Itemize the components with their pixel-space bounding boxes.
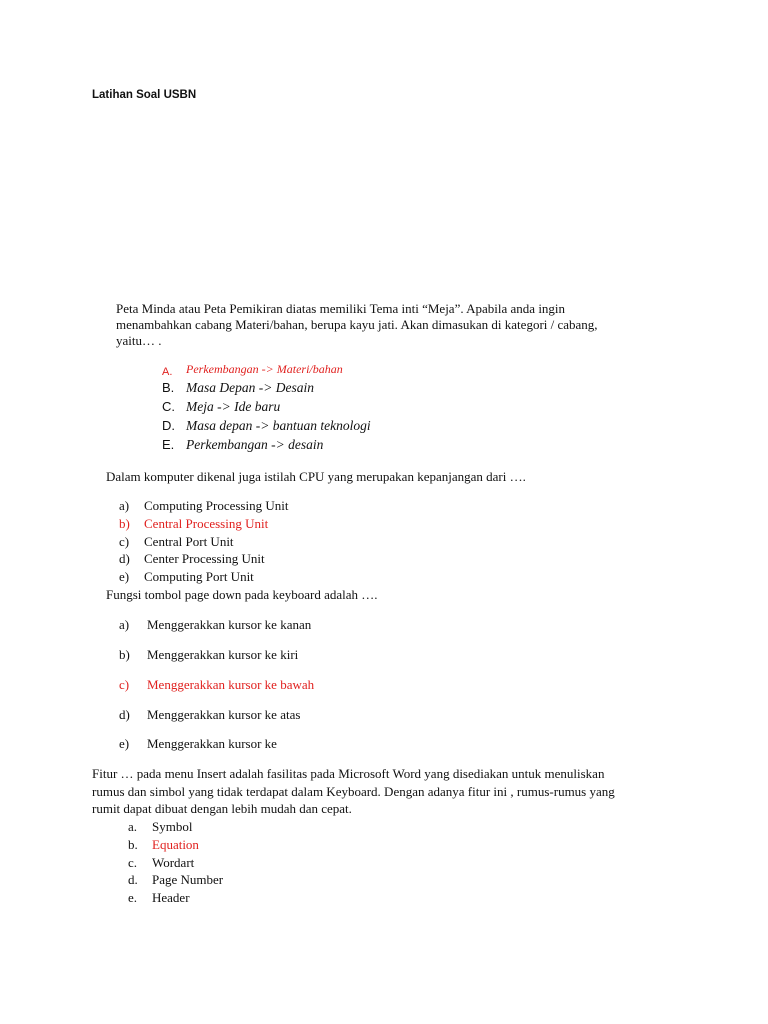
option-text: Computing Processing Unit [144,498,289,513]
option-text-correct: Central Processing Unit [144,516,269,531]
option-text: Page Number [152,872,224,887]
option-text-correct: Perkembangan -> Materi/bahan [186,362,343,376]
option-text: Menggerakkan kursor ke kanan [147,617,312,632]
question-4-line-2: rumus dan simbol yang tidak terdapat dalam Keyboard. Dengan adanya fitur ini , rumus-rumus yang [92,784,615,799]
option-text: Menggerakkan kursor ke [147,736,277,751]
option-text: Masa Depan -> Desain [186,380,314,395]
option-letter: e) [119,569,130,584]
option-letter: c) [119,534,130,549]
option-text: Central Port Unit [144,534,234,549]
option-letter: b) [119,647,130,662]
option-letter: e) [119,736,130,751]
option-text: Menggerakkan kursor ke kiri [147,647,299,662]
option-letter: a. [128,819,138,834]
question-1-line-1: Peta Minda atau Peta Pemikiran diatas memiliki Tema inti “Meja”. Apabila anda ingin [116,301,566,316]
option-letter: C. [162,399,175,414]
question-4-line-1: Fitur … pada menu Insert adalah fasilitas pada Microsoft Word yang disediakan untuk menuliskan [92,766,605,781]
page-title: Latihan Soal USBN [92,89,197,101]
option-letter: d) [119,551,130,566]
option-text: Center Processing Unit [144,551,265,566]
option-letter: D. [162,418,175,433]
option-letter: c) [119,677,130,692]
question-1-line-3: yaitu… . [116,333,162,348]
option-text: Computing Port Unit [144,569,254,584]
option-letter: a) [119,498,130,513]
question-2-text: Dalam komputer dikenal juga istilah CPU yang merupakan kepanjangan dari …. [106,469,526,484]
option-text: Symbol [152,819,193,834]
option-letter: e. [128,890,138,905]
option-text-correct: Menggerakkan kursor ke bawah [147,677,315,692]
option-letter: A. [162,366,173,378]
option-letter: b) [119,516,130,531]
option-letter: E. [162,437,175,452]
question-1-line-2: menambahkan cabang Materi/bahan, berupa kayu jati. Akan dimasukan di kategori / cabang, [116,317,598,332]
option-text: Menggerakkan kursor ke atas [147,707,301,722]
option-text: Header [152,890,190,905]
option-letter: c. [128,855,138,870]
option-text: Masa depan -> bantuan teknologi [186,418,371,433]
option-text: Perkembangan -> desain [186,437,324,452]
option-letter: b. [128,837,138,852]
option-letter: B. [162,380,175,395]
question-3-text: Fungsi tombol page down pada keyboard adalah …. [106,587,378,602]
option-text: Meja -> Ide baru [186,399,281,414]
option-letter: d) [119,707,130,722]
question-4-line-3: rumit dapat dibuat dengan lebih mudah dan cepat. [92,801,352,816]
option-letter: a) [119,617,130,632]
option-text-correct: Equation [152,837,199,852]
option-letter: d. [128,872,138,887]
option-text: Wordart [152,855,195,870]
